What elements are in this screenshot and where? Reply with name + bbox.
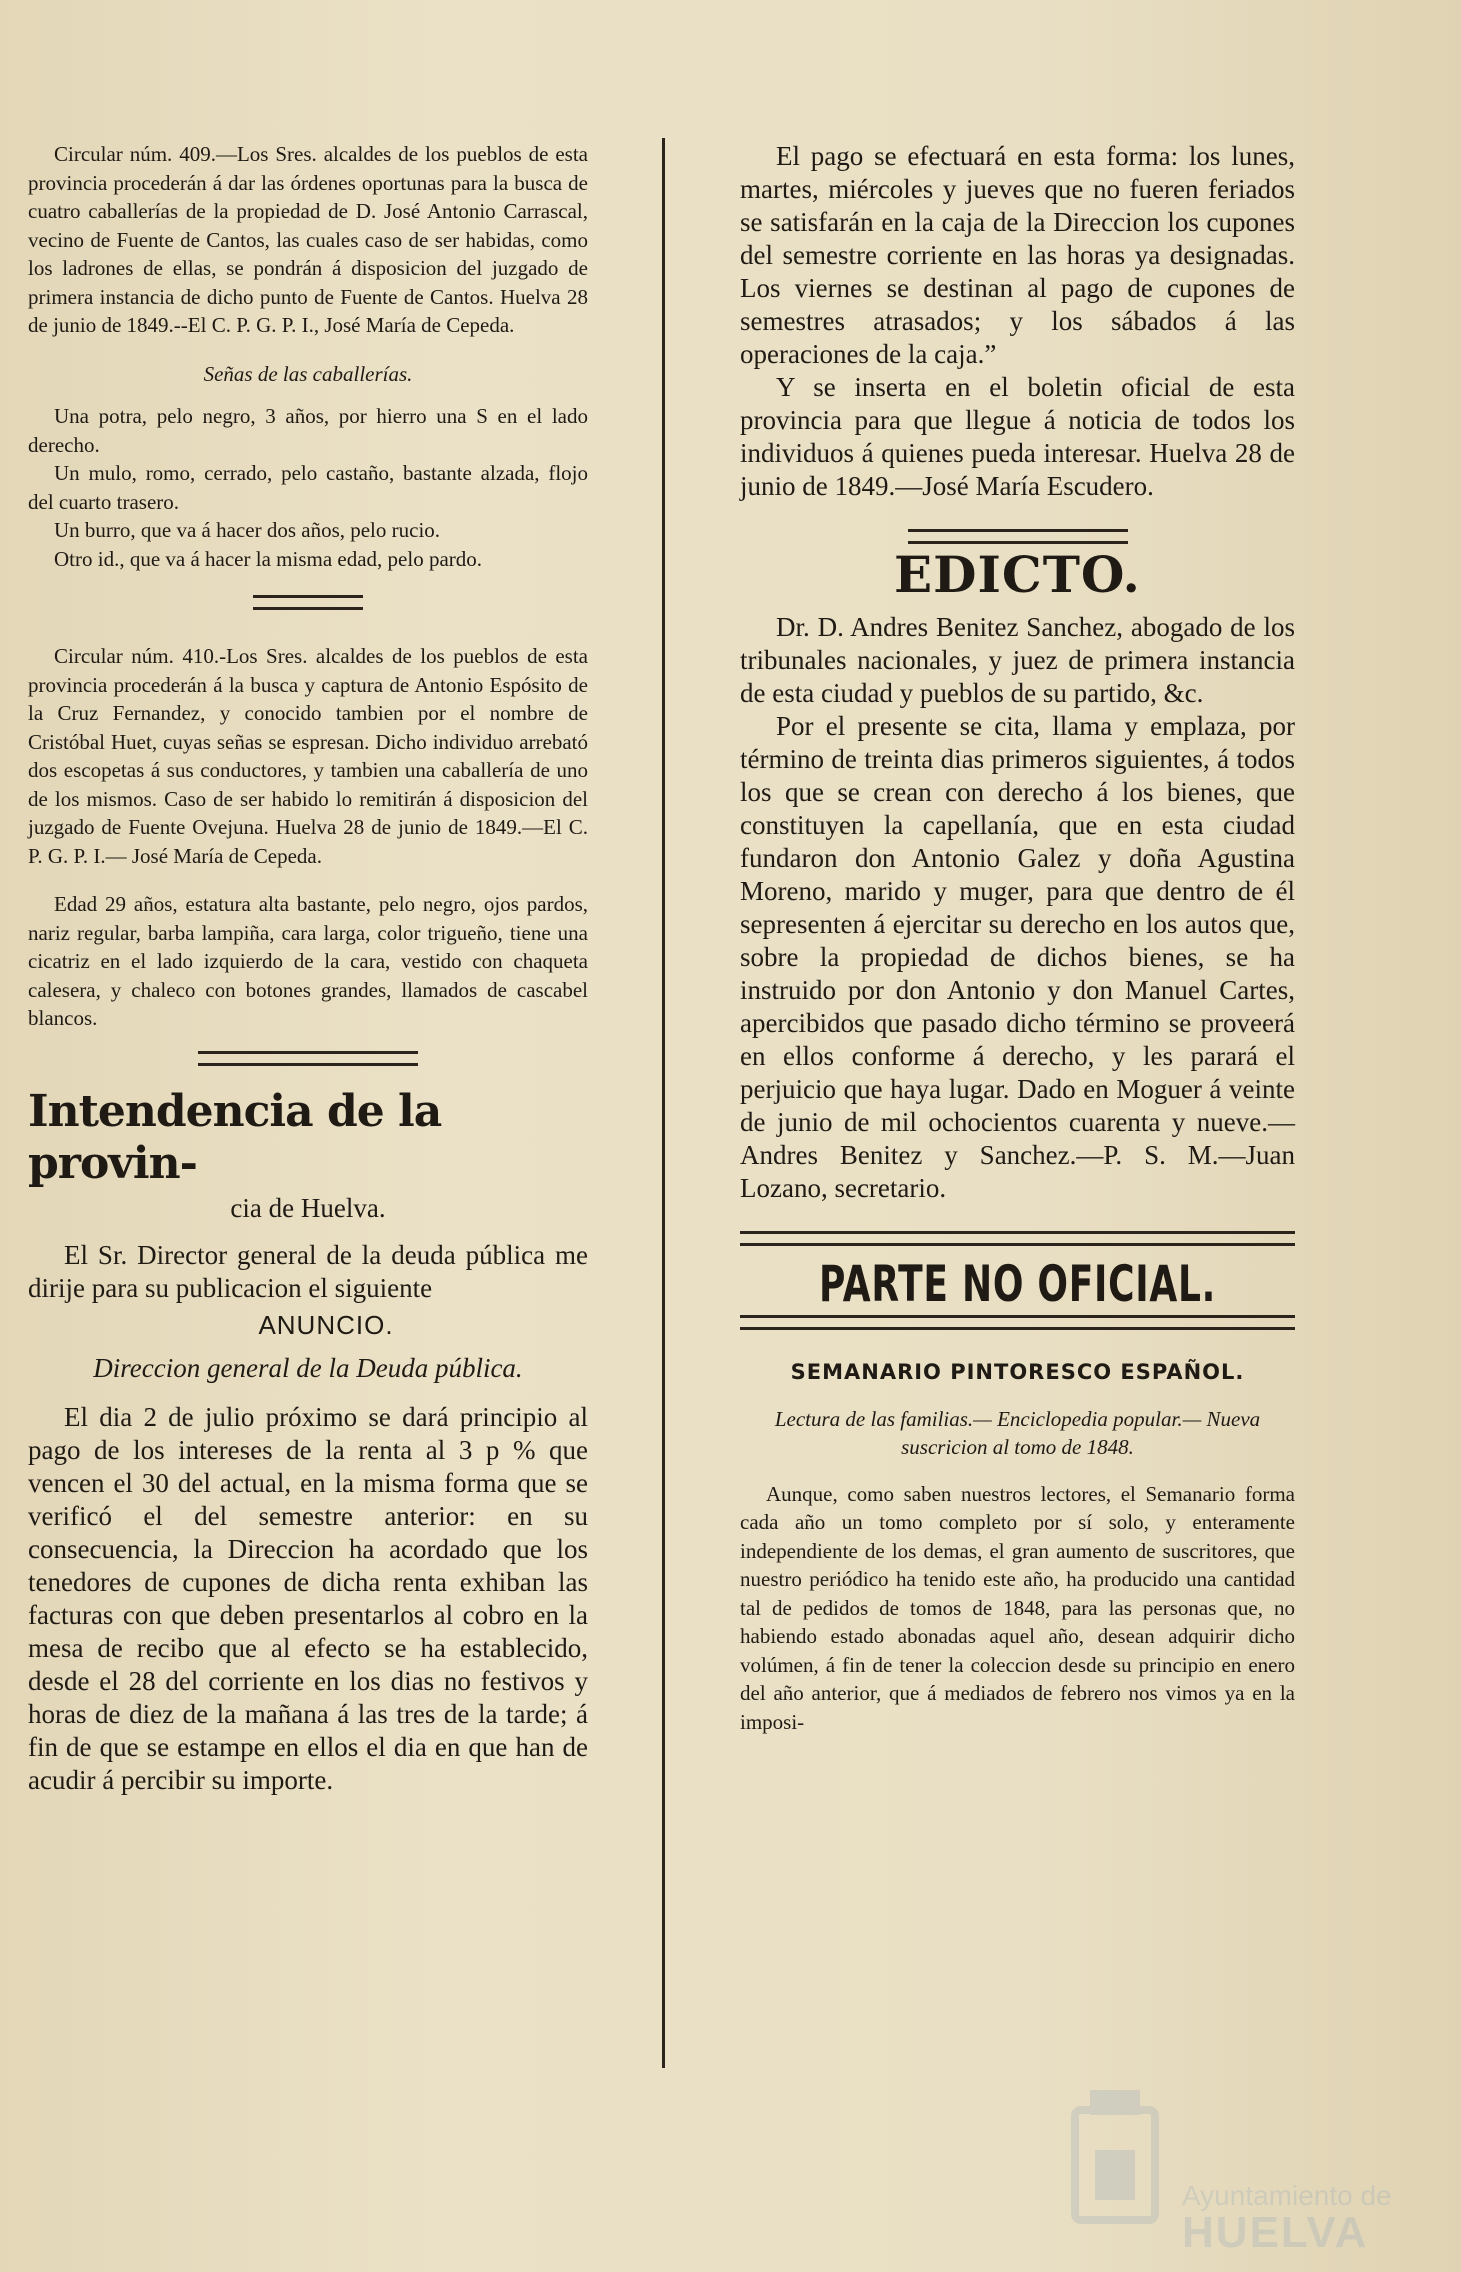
senas-item: Un mulo, romo, cerrado, pelo castaño, bastante alzada, flojo del cuarto trasero. bbox=[28, 461, 588, 514]
senas-item: Una potra, pelo negro, 3 años, por hierro una S en el lado derecho. bbox=[28, 404, 588, 457]
anuncio-title: ANUNCIO. bbox=[258, 1309, 394, 1340]
coat-of-arms-icon bbox=[1060, 2080, 1170, 2240]
pago-forma-paragraph: El pago se efectuará en esta forma: los lunes, martes, miércoles y jueves que no fueren feriados se satisfarán en la caja de la Direccion los cupones del semestre corriente en las horas ya designadas. Los viernes se destinan al pago de cupones de semestres atrasados; y los sábados á las operaciones de la caja.” bbox=[740, 141, 1295, 369]
separator bbox=[740, 1231, 1295, 1246]
pago-paragraph: El dia 2 de julio próximo se dará principio al pago de los intereses de la renta al 3 p % que vencen el 30 del actual, en la misma forma que se verificó el del semestre anterior: en su consecuencia, la Direccion ha acordado que los tenedores de cupones de dicha renta exhiban las facturas con que deben presentarlos al cobro en la mesa de recibo que al efecto se ha establecido, desde el 28 del corriente en los dias no festivos y horas de diez de la mañana á las tres de la tarde; á fin de que se estampe en ellos el dia en que han de acudir á percibir su importe. bbox=[28, 1401, 588, 1795]
circular-409: Circular núm. 409.—Los Sres. alcaldes de los pueblos de esta provincia procederán á dar las órdenes oportunas para la busca de cuatro caballerías de la propiedad de D. José Antonio Carrascal, vecino de Fuente de Cantos, las cuales caso de ser habidas, como los ladrones de ellas, se pondrán á disposicion del juzgado de primera instancia de dicho punto de Fuente de Cantos. Huelva 28 de junio de 1849.--El C. P. G. P. I., José María de Cepeda. bbox=[28, 142, 588, 337]
semanario-heading: SEMANARIO PINTORESCO ESPAÑOL. bbox=[790, 1360, 1245, 1384]
separator bbox=[740, 1315, 1295, 1330]
intendencia-heading: Intendencia de la provin- bbox=[28, 1085, 442, 1189]
direccion-heading: Direccion general de la Deuda pública. bbox=[93, 1352, 523, 1383]
separator bbox=[908, 529, 1128, 544]
circular-410: Circular núm. 410.-Los Sres. alcaldes de los pueblos de esta provincia procederán á la busca y captura de Antonio Espósito de la Cruz Fernandez, y conocido tambien por el nombre de Cristóbal Huet, cuyas señas se espresan. Dicho individuo arrebató dos escopetas á sus conductores, y tambien una caballería de uno de los mismos. Caso de ser habido lo remitirán á disposicion del juzgado de Fuente Ovejuna. Huelva 28 de junio de 1849.—El C. P. G. P. I.— José María de Cepeda. bbox=[28, 644, 588, 868]
ayuntamiento-watermark bbox=[1060, 2080, 1420, 2257]
separator bbox=[253, 595, 363, 610]
intendencia-subheading: cia de Huelva. bbox=[230, 1192, 386, 1223]
lectura-subheading: Lectura de las familias.— Enciclopedia popular.— Nueva suscricion al tomo de 1848. bbox=[774, 1406, 1261, 1459]
director-paragraph: El Sr. Director general de la deuda pública me dirije para su publicacion el siguiente bbox=[28, 1239, 588, 1303]
watermark-line1: Ayuntamiento de bbox=[1182, 2180, 1392, 2211]
senas-item: Otro id., que va á hacer la misma edad, pelo pardo. bbox=[54, 546, 483, 571]
edicto-heading: EDICTO. bbox=[894, 545, 1141, 604]
senas-item: Un burro, que va á hacer dos años, pelo rucio. bbox=[54, 518, 441, 542]
separator bbox=[198, 1051, 418, 1066]
column-divider bbox=[662, 138, 665, 2068]
parte-no-oficial-heading: PARTE NO OFICIAL. bbox=[818, 1255, 1217, 1313]
aunque-paragraph: Aunque, como saben nuestros lectores, el Semanario forma cada año un tomo completo por sí solo, y enteramente independiente de los demas, el gran aumento de suscritores, que nuestro periódico ha tenido este año, ha producido una cantidad tal de pedidos de tomos de 1848, para las personas que, no habiendo estado abonadas aquel año, desean adquirir dicho volúmen, á fin de tener la coleccion desde su principio en enero del año anterior, que á mediados de febrero nos vimos ya en la imposi- bbox=[740, 1481, 1295, 1734]
edad-description: Edad 29 años, estatura alta bastante, pelo negro, ojos pardos, nariz regular, barba lampiña, cara larga, color trigueño, tiene una cicatriz en el lado izquierdo de la cara, vestido con chaqueta calesera, y chaleco con botones grandes, llamados de cascabel blancos. bbox=[28, 892, 588, 1030]
right-column bbox=[740, 140, 1295, 1736]
emplaza-paragraph: Por el presente se cita, llama y emplaza, por término de treinta dias primeros siguientes, á todos los que se crean con derecho á los bienes, que constituyen la capellanía, que en esta ciudad fundaron don Antonio Galez y doña Agustina Moreno, marido y muger, para que dentro de él sepresenten á ejercitar su derecho en los autos que, sobre la propiedad de dichos bienes, se ha instruido por don Antonio y don Manuel Cartes, apercibidos que pasado dicho término se proveerá en ellos conforme á derecho, y les parará el perjuicio que haya lugar. Dado en Moguer á veinte de junio de mil ochocientos cuarenta y nueve.—Andres Benitez y Sanchez.—P. S. M.—Juan Lozano, secretario. bbox=[740, 711, 1295, 1203]
senas-title: Señas de las caballerías. bbox=[203, 361, 413, 386]
watermark-line2: HUELVA bbox=[1182, 2208, 1369, 2257]
juez-paragraph: Dr. D. Andres Benitez Sanchez, abogado de los tribunales nacionales, y juez de primera instancia de esta ciudad y pueblos de su partido, &c. bbox=[740, 612, 1295, 708]
inserta-paragraph: Y se inserta en el boletin oficial de esta provincia para que llegue á noticia de todos los individuos á quienes pueda interesar. Huelva 28 de junio de 1849.—José María Escudero. bbox=[740, 372, 1295, 501]
left-column bbox=[28, 140, 588, 1797]
